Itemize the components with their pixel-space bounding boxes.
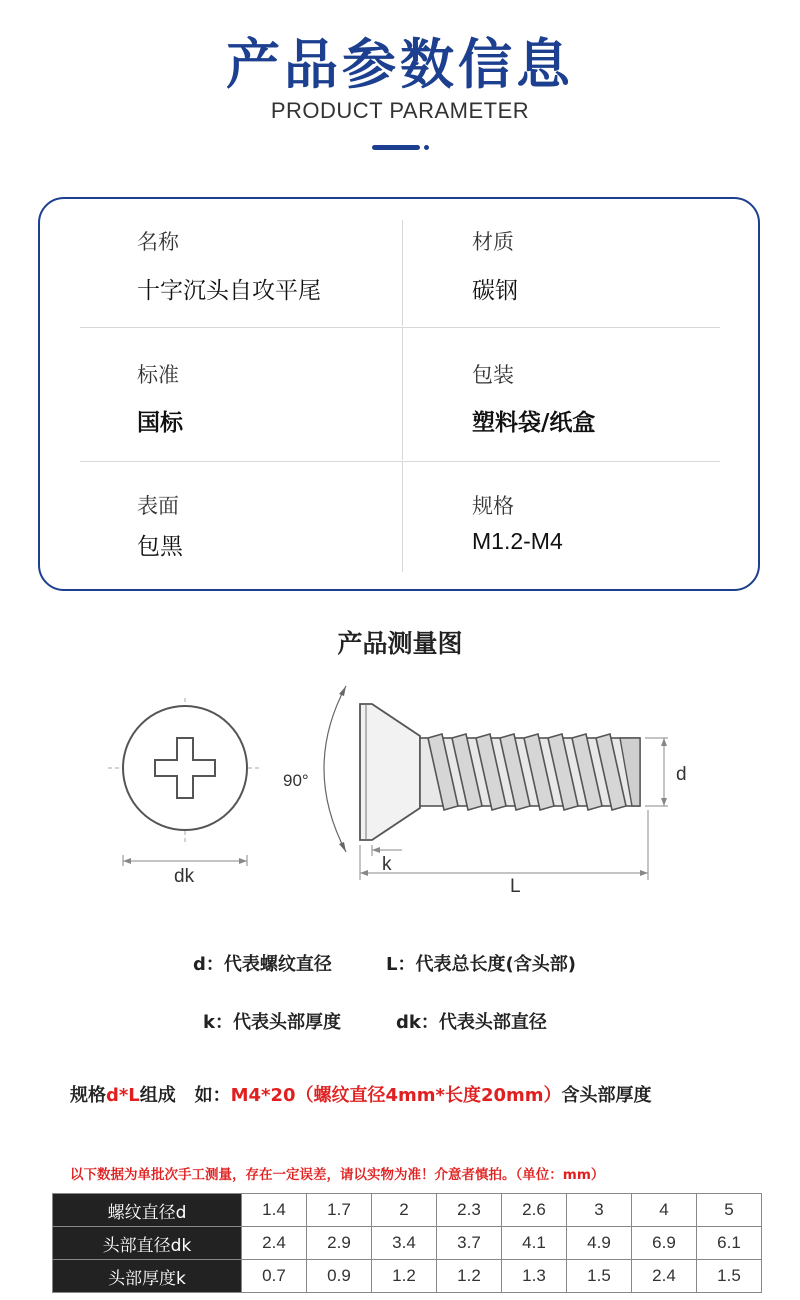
table-cell: 4 xyxy=(632,1194,697,1227)
table-cell: 1.3 xyxy=(502,1260,567,1293)
legend-d-text: 代表螺纹直径 xyxy=(223,954,332,975)
table-cell: 5 xyxy=(697,1194,762,1227)
table-cell: 1.5 xyxy=(697,1260,762,1293)
table-cell: 3.4 xyxy=(372,1227,437,1260)
row-header: 螺纹直径d xyxy=(53,1194,242,1227)
spec-part-2: d*L xyxy=(106,1085,140,1106)
screw-side-view xyxy=(324,686,668,880)
k-label: k xyxy=(382,854,392,875)
table-cell: 1.4 xyxy=(242,1194,307,1227)
param-value-packaging: 塑料袋/纸盒 xyxy=(472,410,596,436)
row-divider xyxy=(80,461,720,462)
screw-head-top-view xyxy=(108,698,262,866)
measurement-diagram-title: 产品测量图 xyxy=(337,629,463,658)
spec-part-5: 含头部厚度 xyxy=(561,1085,652,1106)
legend-L xyxy=(386,950,576,976)
param-label-packaging: 包装 xyxy=(472,363,514,387)
spec-part-4: M4*20（螺纹直径4mm*长度20mm） xyxy=(230,1085,562,1106)
param-label-material: 材质 xyxy=(472,230,514,254)
page-title: 产品参数信息 xyxy=(226,33,574,96)
legend-d-key: d： xyxy=(193,954,224,975)
table-row xyxy=(53,1227,762,1260)
table-cell: 1.2 xyxy=(372,1260,437,1293)
table-cell: 2.6 xyxy=(502,1194,567,1227)
table-cell: 1.5 xyxy=(567,1260,632,1293)
table-cell: 2.9 xyxy=(307,1227,372,1260)
table-cell: 6.9 xyxy=(632,1227,697,1260)
spec-part-1: 规格 xyxy=(70,1085,106,1106)
title-underline-bar xyxy=(372,145,420,150)
param-value-standard: 国标 xyxy=(137,410,183,436)
dk-label: dk xyxy=(174,866,195,887)
screw-measurement-diagram xyxy=(0,660,800,900)
row-header: 头部直径dk xyxy=(53,1227,242,1260)
legend-k xyxy=(203,1008,341,1034)
legend-dk-key: dk： xyxy=(396,1012,439,1033)
table-cell: 4.9 xyxy=(567,1227,632,1260)
row-divider xyxy=(80,327,720,328)
table-row xyxy=(53,1260,762,1293)
legend-k-key: k： xyxy=(203,1012,233,1033)
table-cell: 3.7 xyxy=(437,1227,502,1260)
param-value-material: 碳钢 xyxy=(472,278,518,304)
table-cell: 2.4 xyxy=(242,1227,307,1260)
table-cell: 2.3 xyxy=(437,1194,502,1227)
legend-d xyxy=(193,950,332,976)
legend-dk-text: 代表头部直径 xyxy=(438,1012,547,1033)
table-cell: 3 xyxy=(567,1194,632,1227)
param-value-surface: 包黑 xyxy=(137,534,183,560)
angle-label: 90° xyxy=(283,771,309,790)
legend-dk xyxy=(396,1008,547,1034)
table-cell: 1.2 xyxy=(437,1260,502,1293)
column-divider xyxy=(402,328,403,460)
param-label-standard: 标准 xyxy=(137,363,179,387)
spec-part-3: 组成 如： xyxy=(139,1085,231,1106)
table-cell: 4.1 xyxy=(502,1227,567,1260)
d-label: d xyxy=(676,764,687,785)
row-header: 头部厚度k xyxy=(53,1260,242,1293)
table-cell: 2.4 xyxy=(632,1260,697,1293)
legend-L-key: L： xyxy=(386,954,416,975)
legend-k-text: 代表头部厚度 xyxy=(232,1012,341,1033)
table-cell: 1.7 xyxy=(307,1194,372,1227)
param-label-spec: 规格 xyxy=(472,494,514,518)
table-cell: 6.1 xyxy=(697,1227,762,1260)
param-value-spec: M1.2-M4 xyxy=(472,528,563,554)
column-divider xyxy=(402,462,403,572)
table-cell: 2 xyxy=(372,1194,437,1227)
table-cell: 0.9 xyxy=(307,1260,372,1293)
spec-format-line xyxy=(70,1081,652,1107)
legend-L-text: 代表总长度(含头部) xyxy=(415,954,576,975)
column-divider xyxy=(402,220,403,326)
title-underline-dot xyxy=(424,145,429,150)
measurement-note: 以下数据为单批次手工测量，存在一定误差，请以实物为准！介意者慎拍。（单位：mm） xyxy=(70,1167,605,1183)
param-value-name: 十字沉头自攻平尾 xyxy=(137,278,321,304)
param-label-surface: 表面 xyxy=(137,494,179,518)
param-label-name: 名称 xyxy=(137,230,179,254)
size-table xyxy=(52,1193,762,1293)
page-subtitle: PRODUCT PARAMETER xyxy=(270,98,530,123)
L-label: L xyxy=(510,876,521,897)
table-row xyxy=(53,1194,762,1227)
table-cell: 0.7 xyxy=(242,1260,307,1293)
